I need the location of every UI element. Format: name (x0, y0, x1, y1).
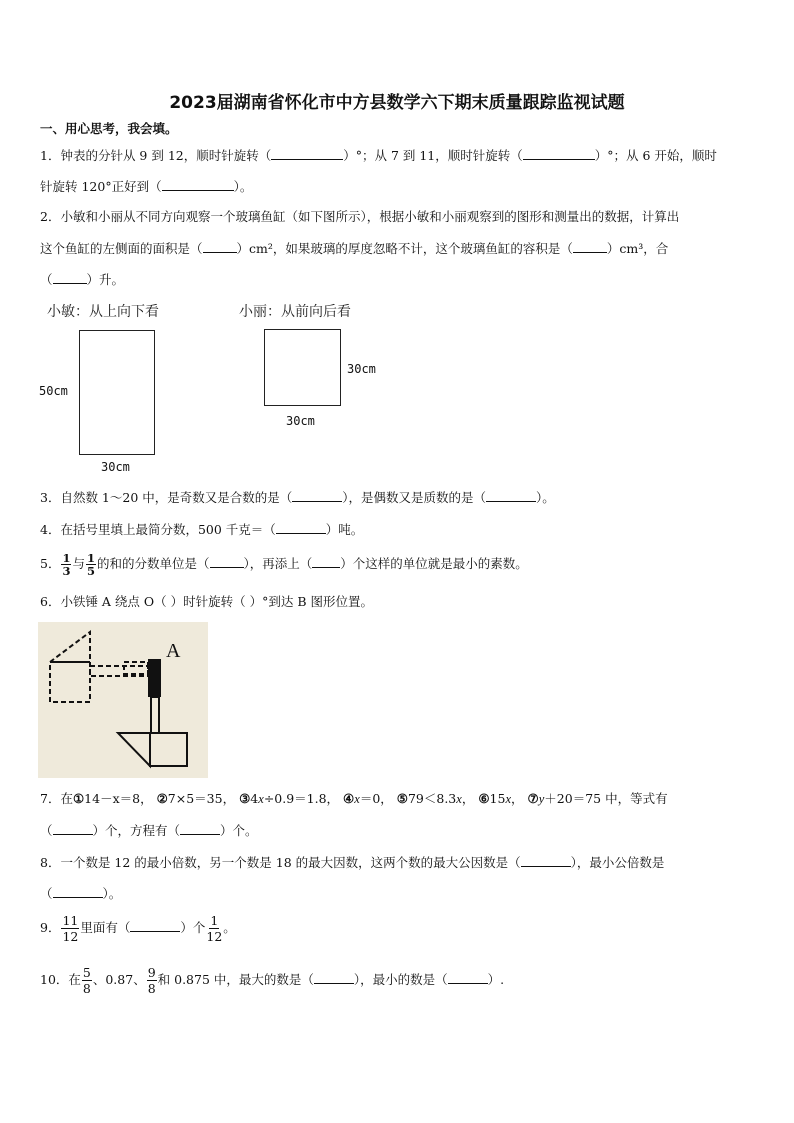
q8-text-b: ），最小公倍数是 (570, 855, 665, 870)
fraction-five-eighths: $\frac{5}{8}$ (82, 965, 91, 996)
hammer-head (150, 733, 187, 766)
q10-text-pre: 10．在 (40, 972, 81, 987)
page-title: 2023届湖南省怀化市中方县数学六下期末质量跟踪监视试题 (169, 93, 625, 113)
q9-text-b: ）个 (180, 920, 206, 935)
q2-text-c2: ）升。 (86, 272, 125, 287)
q1-text-a: 1．钟表的分针从 9 到 12，顺时针旋转（ (40, 148, 272, 163)
question-7-line-1 (40, 791, 668, 807)
q2-text-b2: ）cm²，如果玻璃的厚度忽略不计，这个玻璃鱼缸的容积是（ (236, 241, 573, 256)
q2-text-b3: ）cm³，合 (606, 241, 669, 256)
eq-7b: ＋20＝75 中，等式有 (544, 791, 668, 806)
q10-text-c: ），最小的数是（ (353, 972, 448, 987)
question-6: 6．小铁锤 A 绕点 O（ ）时针旋转（ ）°到达 B 图形位置。 (40, 594, 373, 609)
q1-text-e: ）。 (233, 179, 253, 194)
question-5 (40, 552, 528, 577)
circled-4: ④ (343, 791, 355, 806)
answer-blank[interactable] (573, 240, 607, 253)
hammer-grip (148, 659, 161, 697)
q5-text-b: ），再添上（ (243, 556, 313, 571)
rotated-tip-dashed (124, 662, 148, 674)
q2-text-c1: （ (40, 272, 53, 287)
q4-text-a: 4．在括号里填上最简分数，500 千克＝（ (40, 522, 276, 537)
fraction-one-third: $\frac{1}{3}$ (62, 551, 71, 578)
answer-blank[interactable] (276, 521, 326, 534)
q8-text-c1: （ (40, 886, 53, 901)
q8-text-a: 8．一个数是 12 的最小倍数，另一个数是 18 的最大因数，这两个数的最大公因数是（ (40, 855, 521, 870)
var-x: x (456, 792, 462, 806)
circled-2: ② (156, 791, 168, 806)
fraction-one-fifth: $\frac{1}{5}$ (86, 551, 95, 578)
q9-number: 9． (40, 920, 61, 935)
eq-3b: ÷0.9＝1.8， (263, 791, 340, 806)
q5-text-a: 的和的分数单位是（ (97, 556, 210, 571)
xiaomin-caption: 小敏：从上向下看 (47, 304, 159, 320)
q3-text-b: ），是偶数又是质数的是（ (342, 490, 487, 505)
answer-blank[interactable] (210, 555, 244, 568)
question-2-line-1: 2．小敏和小丽从不同方向观察一个玻璃鱼缸（如下图所示），根据小敏和小丽观察到的图形和测量出的数据，计算出 (40, 209, 680, 224)
question-8-line-2 (40, 885, 121, 902)
q7-text-a: 7．在 (40, 791, 73, 806)
eq-2: 7×5＝35， (167, 791, 236, 806)
circled-6: ⑥ (478, 791, 490, 806)
eq-3a: 4 (250, 791, 259, 806)
question-4 (40, 521, 363, 538)
question-9 (40, 912, 236, 944)
answer-blank[interactable] (53, 885, 103, 898)
question-3 (40, 489, 555, 506)
hammer-rotation-figure (38, 622, 208, 778)
circled-3: ③ (239, 791, 251, 806)
top-view-width-label: 30cm (101, 460, 130, 474)
q7-text-l2c: ）个。 (220, 823, 258, 838)
q7-text-l2a: （ (40, 823, 53, 838)
var-x: x (258, 792, 264, 806)
q10-text-a: 、0.87、 (92, 972, 146, 987)
q8-text-c2: ）。 (102, 886, 122, 901)
q1-text-c: ）°；从 6 开始，顺时 (594, 148, 717, 163)
fraction-eleven-twelfths: $\frac{11}{12}$ (62, 913, 79, 944)
hammer-handle (151, 697, 159, 733)
question-1-line-1 (40, 147, 717, 164)
q5-text-c: ）个这样的单位就是最小的素数。 (340, 556, 528, 571)
q9-text-c: 。 (223, 920, 236, 935)
rotated-head-dashed (50, 662, 90, 702)
top-view-rectangle (79, 330, 155, 455)
answer-blank[interactable] (292, 489, 342, 502)
question-8-line-1 (40, 854, 664, 871)
answer-blank[interactable] (162, 178, 234, 191)
answer-blank[interactable] (203, 240, 237, 253)
q3-text-a: 3．自然数 1～20 中，是奇数又是合数的是（ (40, 490, 293, 505)
q1-text-d: 针旋转 120°正好到（ (40, 179, 162, 194)
q9-text-a: 里面有（ (80, 920, 131, 935)
q5-text-mid: 与 (72, 556, 85, 571)
answer-blank[interactable] (314, 971, 354, 984)
eq-5a: 79＜8.3 (407, 791, 457, 806)
eq-5b: ， (461, 791, 475, 806)
answer-blank[interactable] (53, 822, 93, 835)
q1-text-b: ）°；从 7 到 11，顺时针旋转（ (343, 148, 523, 163)
eq-4b: ＝0， (359, 791, 393, 806)
q7-text-l2b: ）个，方程有（ (92, 823, 181, 838)
answer-blank[interactable] (180, 822, 220, 835)
eq-1: 14－x＝8， (84, 791, 153, 806)
fraction-nine-eighths: $\frac{9}{8}$ (147, 965, 156, 996)
hammer-diagram (38, 622, 208, 778)
answer-blank[interactable] (271, 147, 343, 160)
top-view-height-label: 50cm (39, 384, 68, 398)
question-1-line-2 (40, 178, 252, 195)
q3-text-c: ）。 (536, 490, 555, 505)
circled-5: ⑤ (396, 791, 408, 806)
answer-blank[interactable] (448, 971, 488, 984)
var-y: y (538, 792, 545, 806)
front-view-width-label: 30cm (286, 414, 315, 428)
answer-blank[interactable] (130, 919, 180, 932)
xiaoli-caption: 小丽：从前向后看 (239, 304, 351, 320)
question-2-line-3 (40, 271, 124, 288)
q2-text-b1: 这个鱼缸的左侧面的面积是（ (40, 241, 203, 256)
question-7-line-2 (40, 822, 258, 839)
answer-blank[interactable] (523, 147, 595, 160)
answer-blank[interactable] (53, 271, 87, 284)
q10-text-d: ）. (487, 972, 505, 987)
answer-blank[interactable] (486, 489, 536, 502)
front-view-square (264, 329, 341, 406)
q4-text-b: ）吨。 (325, 522, 364, 537)
var-x: x (354, 792, 360, 806)
point-a-label: A (166, 640, 181, 662)
question-2-line-2 (40, 240, 668, 257)
circled-7: ⑦ (527, 791, 539, 806)
answer-blank[interactable] (521, 854, 571, 867)
q5-number: 5． (40, 556, 61, 571)
question-10 (40, 964, 504, 996)
front-view-height-label: 30cm (347, 362, 376, 376)
circled-1: ① (72, 791, 85, 806)
q10-text-b: 和 0.875 中，最大的数是（ (157, 972, 314, 987)
var-x: x (505, 792, 512, 806)
hammer-wedge (118, 733, 150, 766)
section-heading: 一、用心思考，我会填。 (40, 121, 178, 136)
fraction-one-twelfth: $\frac{1}{12}$ (206, 913, 223, 944)
eq-6b: ， (511, 791, 524, 806)
answer-blank[interactable] (312, 555, 340, 568)
rotated-wedge-dashed (50, 632, 90, 662)
eq-6a: 15 (489, 791, 506, 806)
